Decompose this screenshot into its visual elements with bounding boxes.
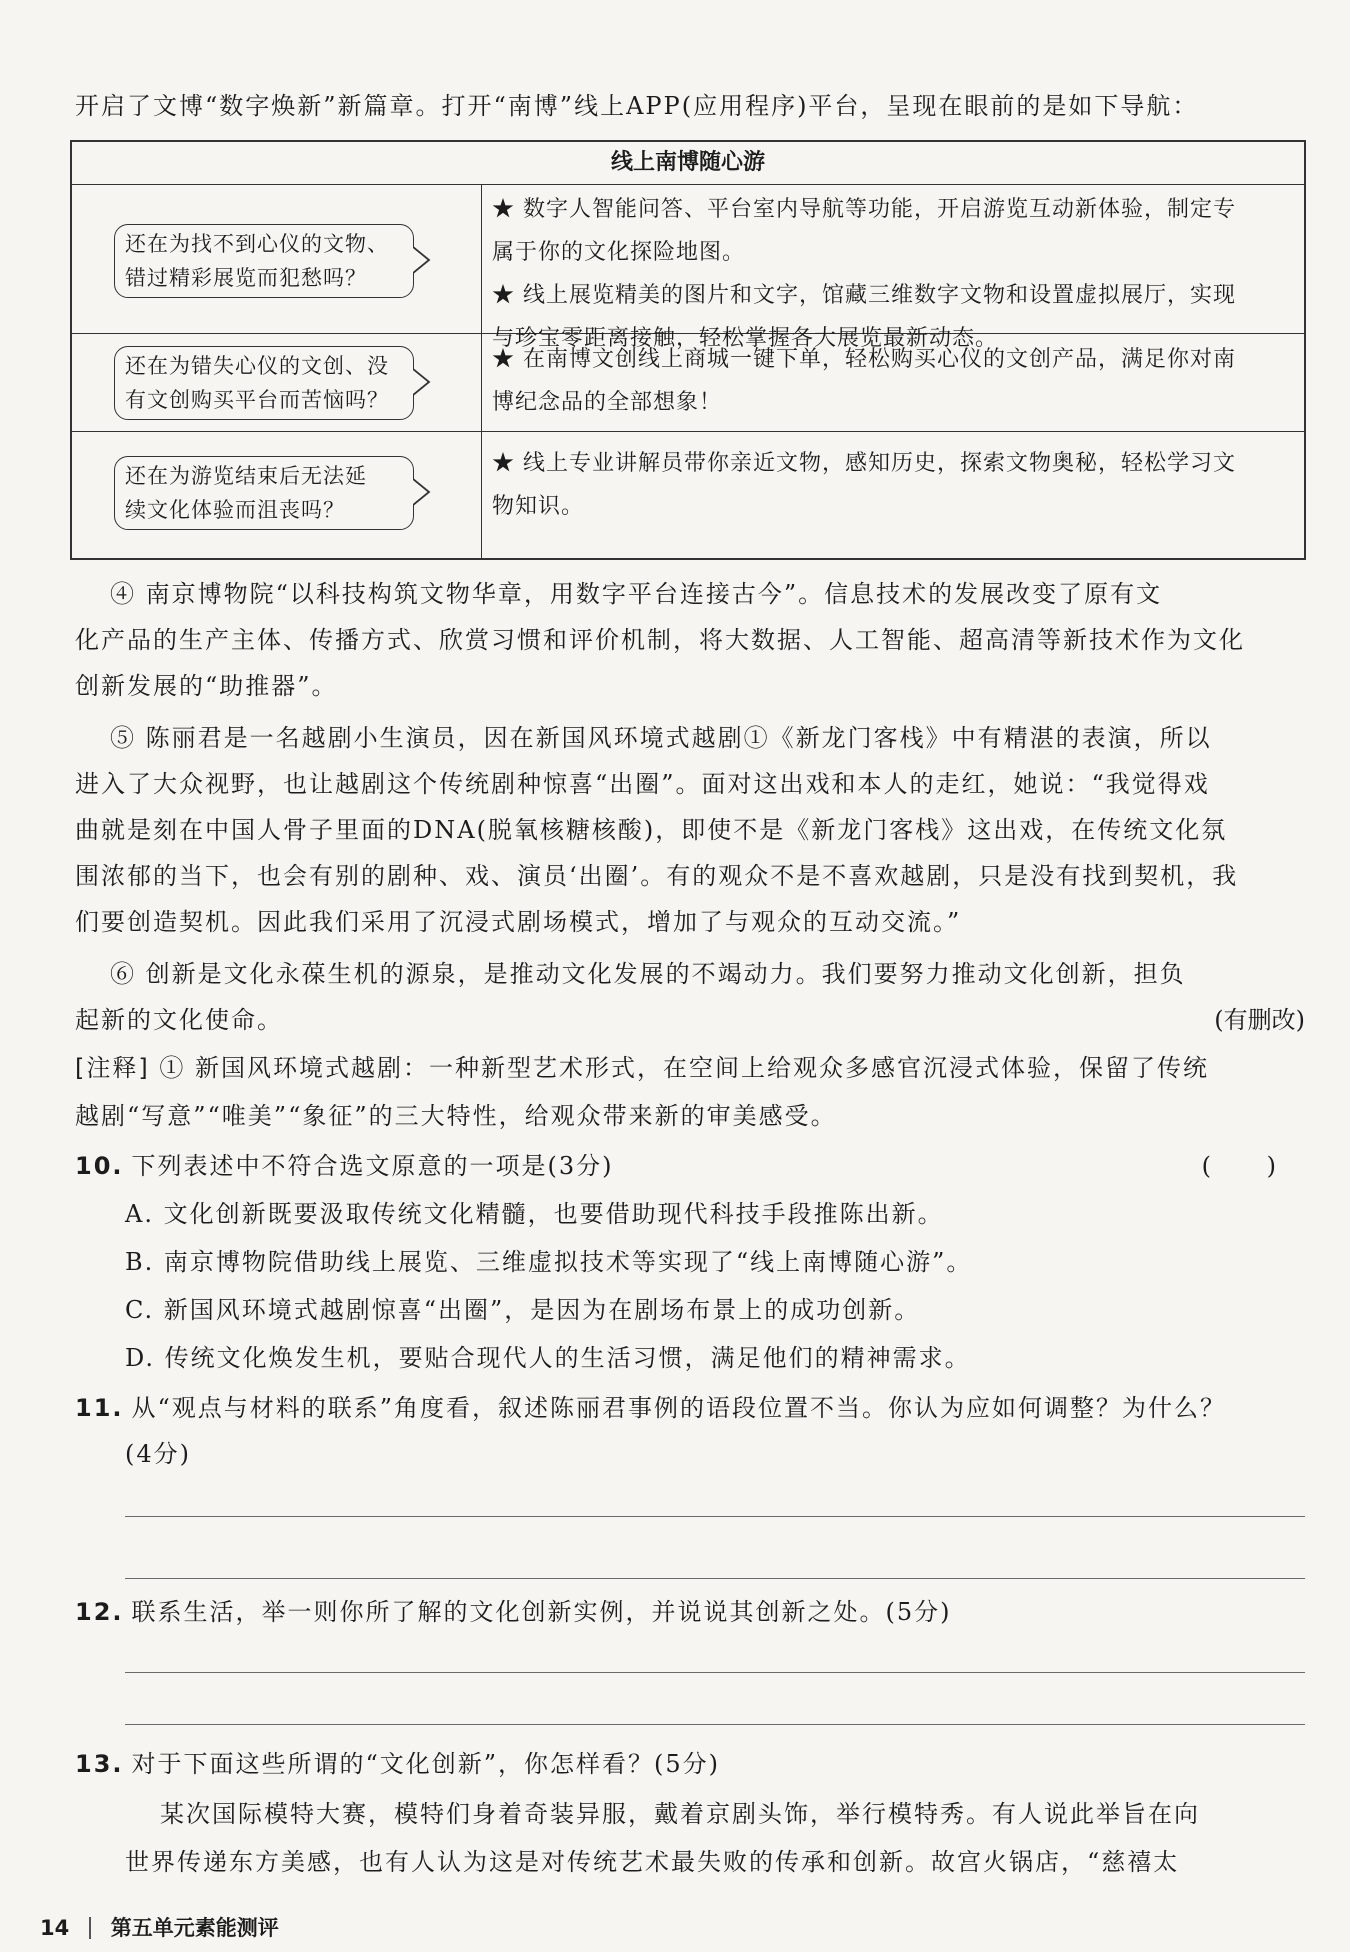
para6-line: 起新的文化使命。 (75, 1006, 283, 1034)
para5-line: 进入了大众视野，也让越剧这个传统剧种惊喜“出圈”。面对这出戏和本人的走红，她说：“我觉得戏 (75, 770, 1210, 798)
nav-row-2 (72, 334, 1304, 432)
para5-line: 曲就是刻在中国人骨子里面的DNA(脱氧核糖核酸)，即使不是《新龙门客栈》这出戏，在传统文化氛 (75, 816, 1228, 844)
bubble-tail-icon (413, 365, 431, 399)
bubble-tail-icon (413, 475, 431, 509)
question-12: 12. 联系生活，举一则你所了解的文化创新实例，并说说其创新之处。(5分) (75, 1598, 952, 1626)
nav-table (70, 140, 1306, 560)
page-footer (40, 1912, 279, 1942)
option-d[interactable]: D. 传统文化焕发生机，要贴合现代人的生活习惯，满足他们的精神需求。 (125, 1344, 971, 1372)
q13-line: 某次国际模特大赛，模特们身着奇装异服，戴着京剧头饰，举行模特秀。有人说此举旨在向 (160, 1800, 1200, 1828)
answer-line[interactable] (125, 1672, 1305, 1673)
question-bubble: 还在为找不到心仪的文物、 错过精彩展览而犯愁吗？ (114, 224, 414, 298)
para4-line: 化产品的生产主体、传播方式、欣赏习惯和评价机制，将大数据、人工智能、超高清等新技术作为文化 (75, 626, 1245, 654)
question-bubble: 还在为游览结束后无法延 续文化体验而沮丧吗？ (114, 456, 414, 530)
para5-line: 们要创造契机。因此我们采用了沉浸式剧场模式，增加了与观众的互动交流。” (75, 908, 962, 936)
question-11-score: (4分) (125, 1440, 191, 1468)
footer-divider (89, 1917, 91, 1939)
note-tag: [注释] (75, 1054, 150, 1082)
nav-row-1 (72, 184, 1304, 351)
answer-line[interactable] (125, 1578, 1305, 1579)
answer-line[interactable] (125, 1724, 1305, 1725)
answer-paren[interactable]: ( ) (1201, 1152, 1300, 1180)
para6-line: ⑥ 创新是文化永葆生机的源泉，是推动文化发展的不竭动力。我们要努力推动文化创新，担负 (110, 960, 1186, 988)
option-b[interactable]: B. 南京博物院借助线上展览、三维虚拟技术等实现了“线上南博随心游”。 (125, 1248, 973, 1276)
option-c[interactable]: C. 新国风环境式越剧惊喜“出圈”，是因为在剧场布景上的成功创新。 (125, 1296, 921, 1324)
nav-row-text: ★ 数字人智能问答、平台室内导航等功能，开启游览互动新体验，制定专 属于你的文化探险地图。 ★ 线上展览精美的图片和文字，馆藏三维数字文物和设置虚拟展厅，实现 与珍宝零距离接触，轻松掌握各大展览最新动态。 (492, 197, 1236, 351)
intro-text: 开启了文博“数字焕新”新篇章。打开“南博”线上APP(应用程序)平台，呈现在眼前的是如下导航： (75, 92, 1199, 120)
answer-line[interactable] (125, 1516, 1305, 1517)
nav-row-text: ★ 在南博文创线上商城一键下单，轻松购买心仪的文创产品，满足你对南 博纪念品的全部想象！ (492, 347, 1236, 415)
question-bubble: 还在为错失心仪的文创、没 有文创购买平台而苦恼吗？ (114, 346, 414, 420)
note-line: 越剧“写意”“唯美”“象征”的三大特性，给观众带来新的审美感受。 (75, 1102, 837, 1130)
note-line: [注释] ① 新国风环境式越剧：一种新型艺术形式，在空间上给观众多感官沉浸式体验，保留了传统 (75, 1054, 1210, 1082)
question-11: 11. 从“观点与材料的联系”角度看，叙述陈丽君事例的语段位置不当。你认为应如何调整？为什么？ (75, 1394, 1227, 1422)
para5-line: 围浓郁的当下，也会有别的剧种、戏、演员‘出圈’。有的观众不是不喜欢越剧，只是没有找到契机，我 (75, 862, 1239, 890)
bubble-tail-icon (413, 243, 431, 277)
para4-line: 创新发展的“助推器”。 (75, 672, 338, 700)
q13-line: 世界传递东方美感，也有人认为这是对传统艺术最失败的传承和创新。故宫火锅店，“慈禧太 (125, 1848, 1180, 1876)
nav-row-text: ★ 线上专业讲解员带你亲近文物，感知历史，探索文物奥秘，轻松学习文 物知识。 (492, 451, 1236, 519)
nav-row-3 (72, 432, 1304, 558)
page-number: 14 (40, 1916, 70, 1940)
question-13: 13. 对于下面这些所谓的“文化创新”，你怎样看？(5分) (75, 1750, 721, 1778)
option-a[interactable]: A. 文化创新既要汲取传统文化精髓，也要借助现代科技手段推陈出新。 (125, 1200, 944, 1228)
para4-line: ④ 南京博物院“以科技构筑文物华章，用数字平台连接古今”。信息技术的发展改变了原有文 (110, 580, 1163, 608)
edited-note: (有删改) (1214, 1006, 1305, 1034)
nav-table-title: 线上南博随心游 (72, 142, 1304, 185)
footer-title: 第五单元素能测评 (110, 1916, 279, 1940)
para5-line: ⑤ 陈丽君是一名越剧小生演员，因在新国风环境式越剧①《新龙门客栈》中有精湛的表演，所以 (110, 724, 1212, 752)
question-10: 10. 下列表述中不符合选文原意的一项是(3分) (75, 1152, 614, 1180)
